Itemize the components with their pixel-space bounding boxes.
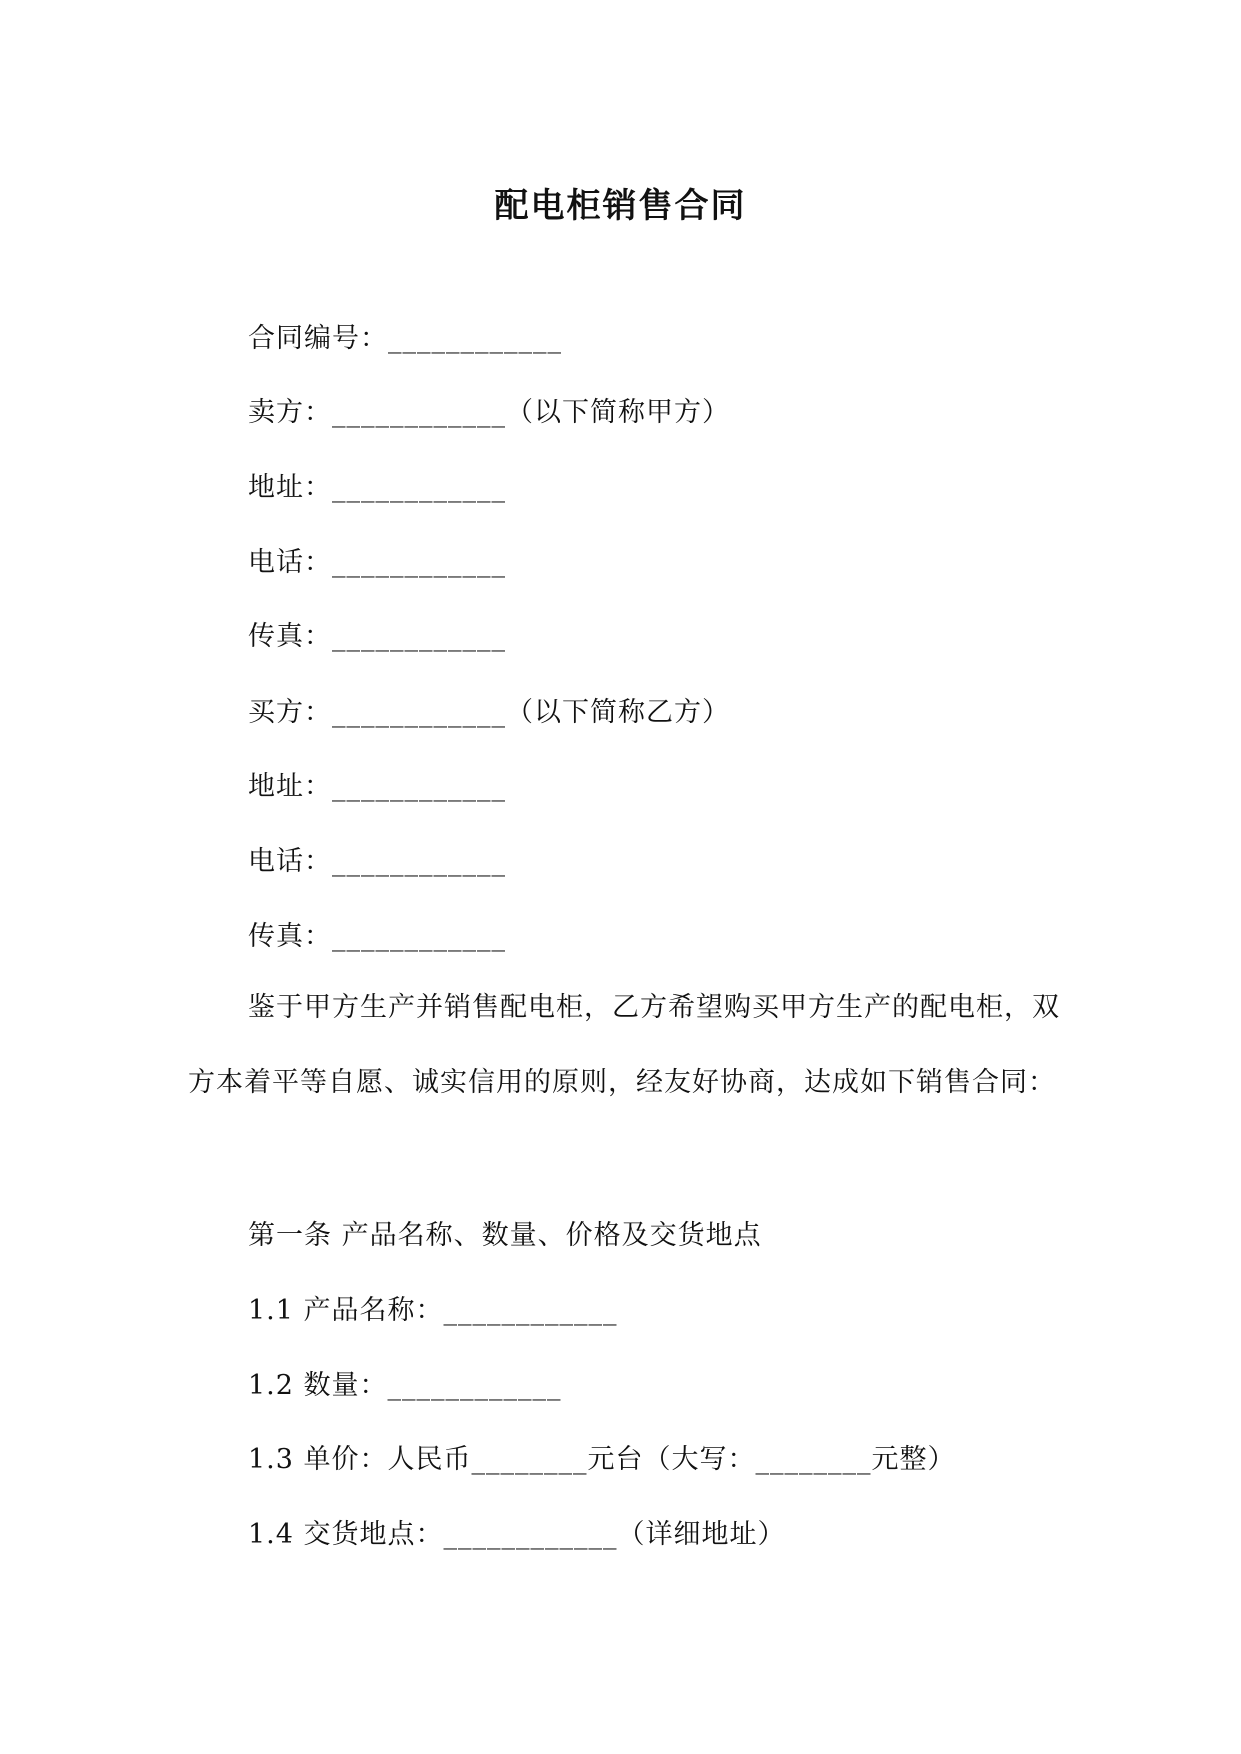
seller-phone-line: 电话：____________ [248, 547, 506, 578]
seller-fax-line: 传真：____________ [248, 621, 506, 652]
item-1-3-unit-price: 1.3 单价：人民币________元台（大写：________元整） [248, 1444, 956, 1475]
seller-address-line: 地址：____________ [248, 472, 506, 503]
seller-line: 卖方：____________（以下简称甲方） [248, 397, 730, 428]
article-1-heading: 第一条 产品名称、数量、价格及交货地点 [248, 1220, 762, 1251]
buyer-address-line: 地址：____________ [248, 771, 506, 802]
item-1-4-delivery-location: 1.4 交货地点：____________（详细地址） [248, 1519, 786, 1550]
buyer-line: 买方：____________（以下简称乙方） [248, 697, 730, 728]
buyer-phone-line: 电话：____________ [248, 846, 506, 877]
document-title: 配电柜销售合同 [494, 186, 747, 226]
item-1-1-product-name: 1.1 产品名称：____________ [248, 1295, 618, 1326]
preamble-paragraph: 鉴于甲方生产并销售配电柜，乙方希望购买甲方生产的配电柜，双方本着平等自愿、诚实信用的原则，经友好协商，达成如下销售合同： [188, 992, 1060, 1098]
contract-number-line: 合同编号：____________ [248, 323, 562, 354]
item-1-2-quantity: 1.2 数量：____________ [248, 1370, 562, 1401]
buyer-fax-line: 传真：____________ [248, 921, 506, 952]
